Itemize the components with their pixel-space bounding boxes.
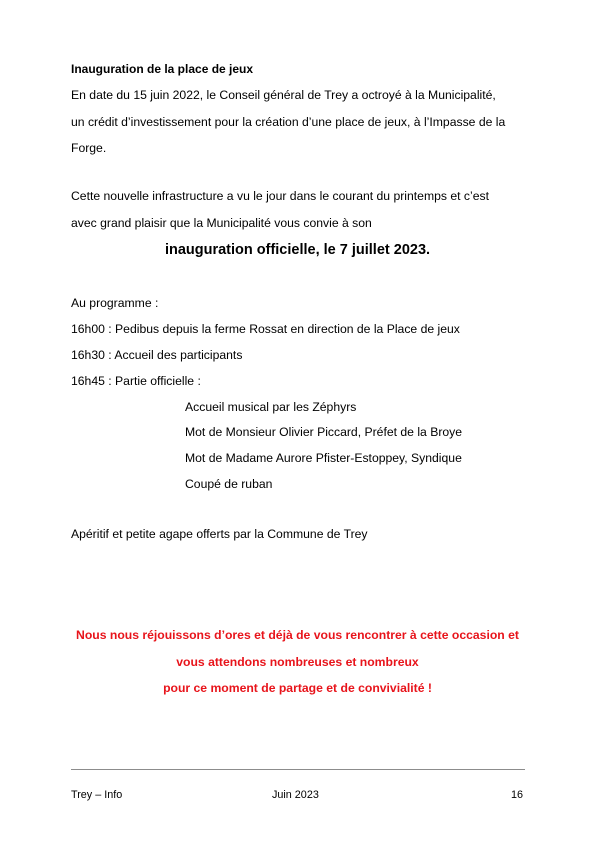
official-part-item: Accueil musical par les Zéphyrs xyxy=(185,400,357,414)
footer-publication: Trey – Info xyxy=(71,789,123,801)
aperitif-note: Apéritif et petite agape offerts par la Commune de Trey xyxy=(71,527,368,541)
official-part-item: Mot de Monsieur Olivier Piccard, Préfet de la Broye xyxy=(185,425,463,439)
programme-title: Au programme : xyxy=(71,296,159,310)
closing-message xyxy=(0,627,595,707)
closing-line: pour ce moment de partage et de convivialité ! xyxy=(163,681,432,695)
official-part-item: Coupé de ruban xyxy=(185,477,273,491)
closing-line: vous attendons nombreuses et nombreux xyxy=(176,654,419,669)
programme-item: 16h45 : Partie officielle : xyxy=(71,374,201,388)
invitation-paragraph xyxy=(71,188,531,241)
invitation-line: Cette nouvelle infrastructure a vu le jour dans le courant du printemps et c’est xyxy=(71,189,489,203)
intro-line: un crédit d’investissement pour la création d’une place de jeux, à l’Impasse de la xyxy=(71,114,506,129)
intro-line: En date du 15 juin 2022, le Conseil général de Trey a octroyé à la Municipalité, xyxy=(71,88,496,102)
footer-date: Juin 2023 xyxy=(272,789,319,801)
closing-line: Nous nous réjouissons d’ores et déjà de vous rencontrer à cette occasion et xyxy=(76,628,519,642)
programme-item: 16h00 : Pedibus depuis la ferme Rossat en direction de la Place de jeux xyxy=(71,322,460,336)
official-part-item: Mot de Madame Aurore Pfister-Estoppey, Syndique xyxy=(185,451,462,465)
page-number: 16 xyxy=(511,789,524,801)
intro-paragraph xyxy=(71,87,531,167)
inauguration-announcement: inauguration officielle, le 7 juillet 2023. xyxy=(164,242,431,258)
footer-divider xyxy=(71,769,525,770)
invitation-line: avec grand plaisir que la Municipalité vous convie à son xyxy=(71,215,372,230)
programme-item: 16h30 : Accueil des participants xyxy=(71,348,243,362)
intro-line: Forge. xyxy=(71,141,107,155)
article-heading: Inauguration de la place de jeux xyxy=(71,62,254,76)
